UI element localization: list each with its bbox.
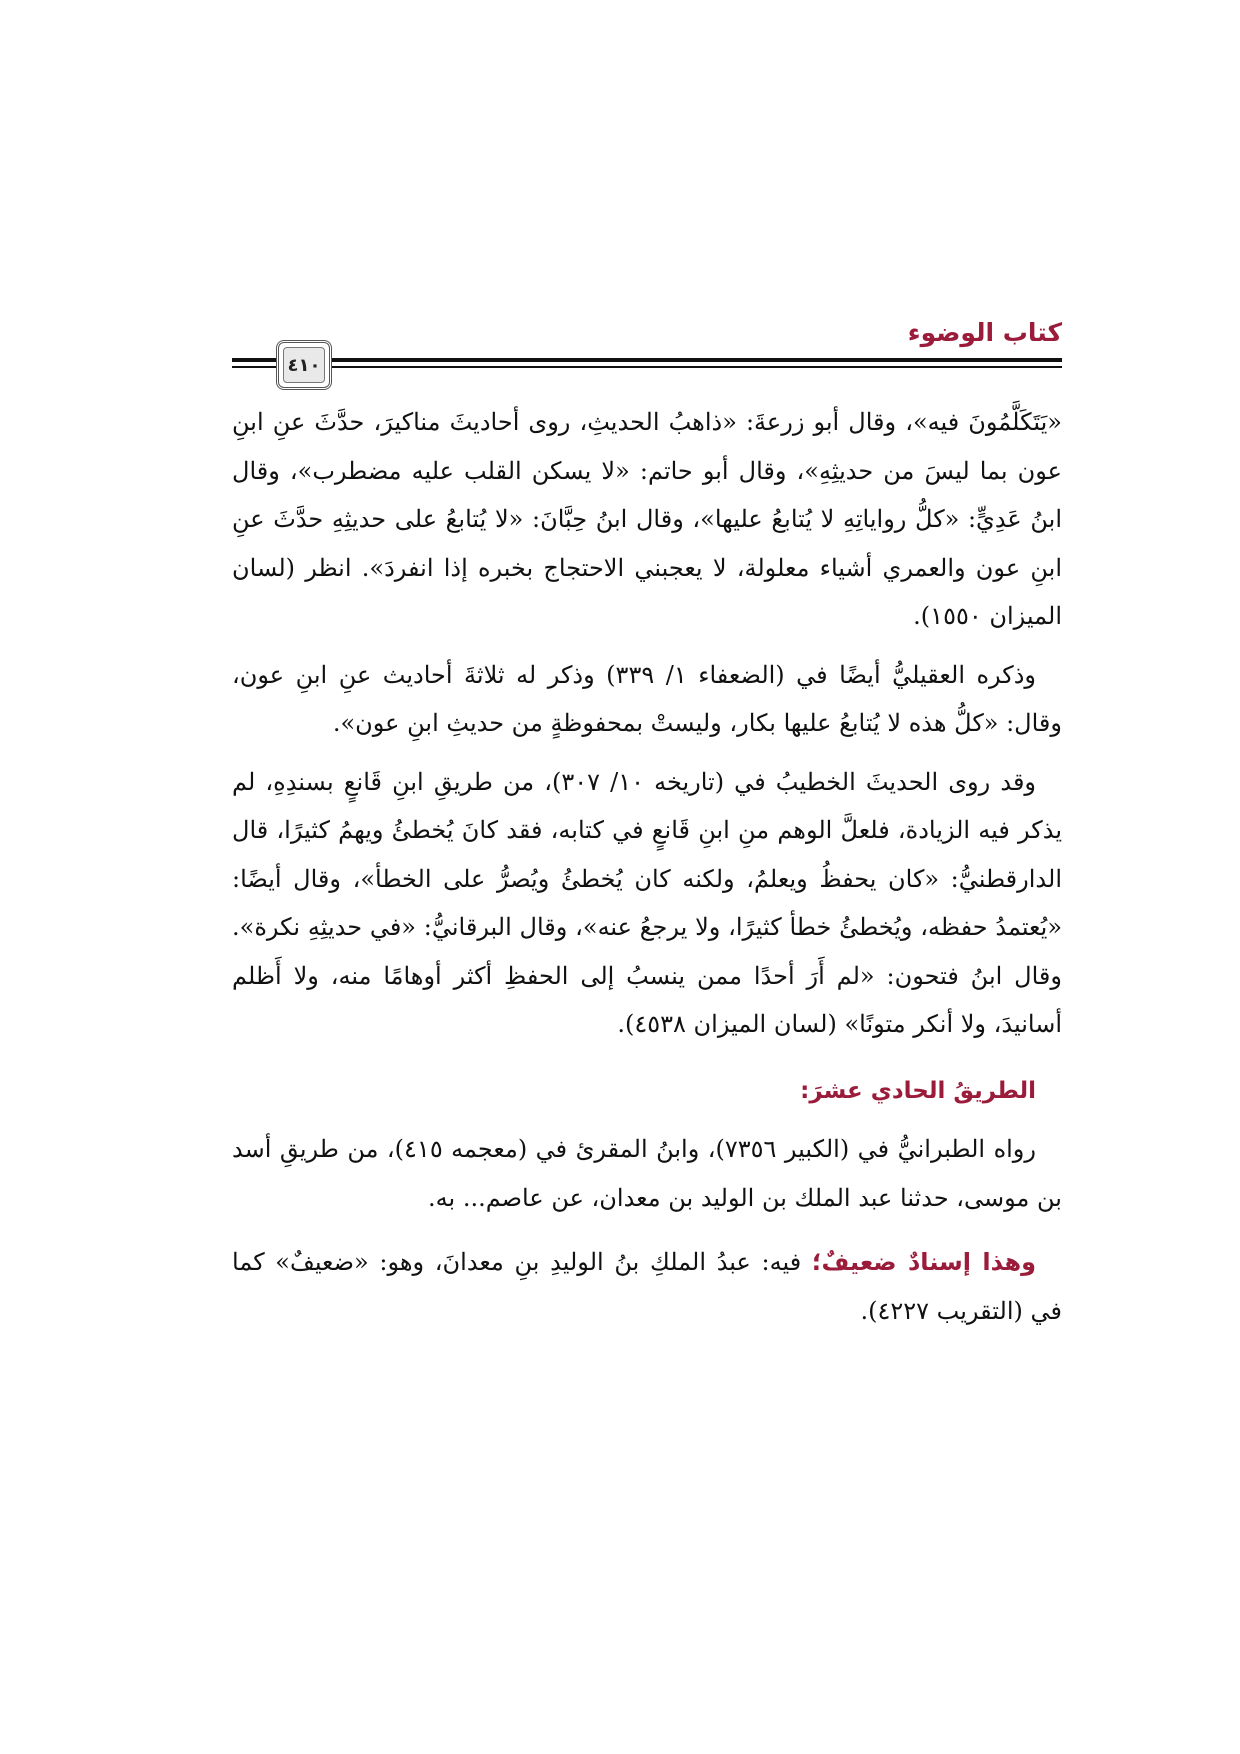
weak-chain-verdict: وهذا إسنادٌ ضعيفٌ؛ — [811, 1248, 1036, 1276]
header-rule-thick — [232, 358, 1062, 362]
paragraph-2: وذكره العقيليُّ أيضًا في (الضعفاء ١/ ٣٣٩) وذكر له ثلاثةَ أحاديث عنِ ابنِ عون، وقال: «كلُّ هذه لا يُتابعُ عليها بكار، وليستْ بمحفوظةٍ من حديثِ ابنِ عون». — [232, 660, 1062, 737]
book-title: كتاب الوضوء — [907, 318, 1062, 347]
page-number-badge — [276, 340, 332, 390]
paragraph-4: رواه الطبرانيُّ في (الكبير ٧٣٥٦)، وابنُ المقرئ في (معجمه ٤١٥)، من طريقِ أسد بن موسى، حدثنا عبد الملك بن الوليد بن معدان، عن عاصم... به. — [232, 1135, 1062, 1212]
section-heading: الطريقُ الحادي عشرَ: — [800, 1077, 1036, 1104]
page-body — [232, 398, 1062, 1335]
header-rule-thin — [232, 366, 1062, 368]
paragraph-3: وقد روى الحديثَ الخطيبُ في (تاريخه ١٠/ ٣٠٧)، من طريقِ ابنِ قَانعٍ بسندِهِ، لم يذكر فيه الزيادة، فلعلَّ الوهم منِ ابنِ قَانعٍ في كتابه، فقد كانَ يُخطئُ ويهمُ كثيرًا، قال الدارقطنيُّ: «كان يحفظُ ويعلمُ، ولكنه كان يُخطئُ ويُصرُّ على الخطأ»، وقال أيضًا: «يُعتمدُ حفظه، ويُخطئُ خطأ كثيرًا، ولا يرجعُ عنه»، وقال البرقانيُّ: «في حديثِهِ نكرة». وقال ابنُ فتحون: «لم أَرَ أحدًا ممن ينسبُ إلى الحفظِ أكثر أوهامًا منه، ولا أَظلم أسانيدَ، ولا أنكر متونًا» (لسان الميزان ٤٥٣٨). — [232, 767, 1063, 1038]
paragraph-1: «يَتَكَلَّمُونَ فيه»، وقال أبو زرعةَ: «ذاهبُ الحديثِ، روى أحاديثَ مناكيرَ، حدَّثَ عنِ ابنِ عون بما ليسَ من حديثِهِ»، وقال أبو حاتم: «لا يسكن القلب عليه مضطرب»، وقال ابنُ عَدِيٍّ: «كلُّ رواياتِهِ لا يُتابعُ عليها»، وقال ابنُ حِبَّانَ: «لا يُتابعُ على حديثِهِ حدَّثَ عنِ ابنِ عون والعمري أشياء معلولة، لا يعجبني الاحتجاج بخبره إذا انفردَ». انظر (لسان الميزان ١٥٥٠). — [232, 408, 1063, 630]
paragraph-5-text: فيه: عبدُ الملكِ بنُ الوليدِ بنِ معدانَ، وهو: «ضعيفٌ» كما في (التقريب ٤٢٢٧). — [232, 1248, 1062, 1325]
page-header — [232, 318, 1062, 390]
paragraph-5 — [232, 1238, 1062, 1335]
page-number: ٤١٠ — [283, 347, 325, 383]
